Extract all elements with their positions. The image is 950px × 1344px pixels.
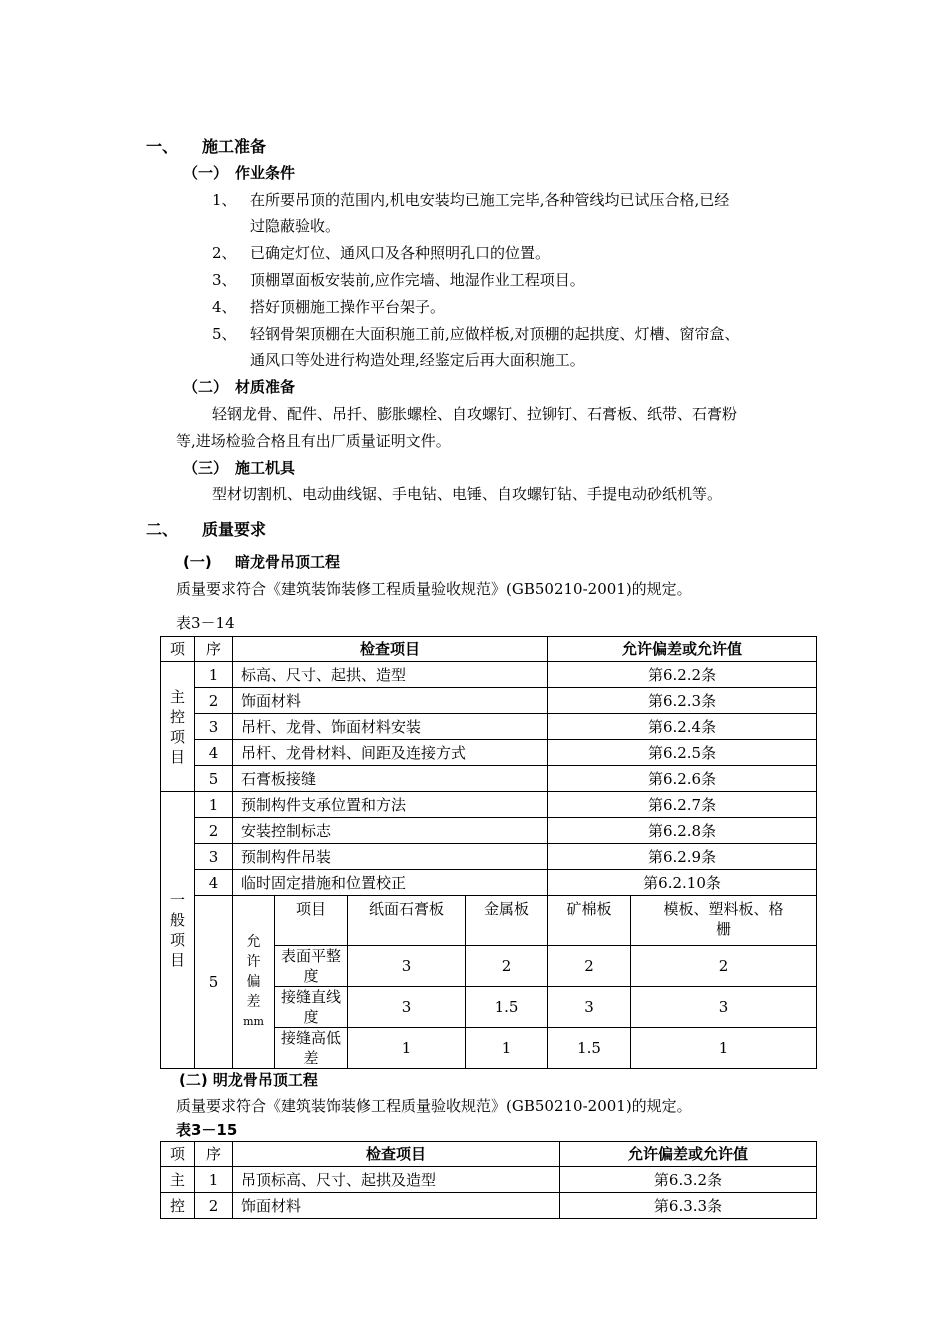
condition-text: 在所要吊顶的范围内,机电安装均已施工完毕,各种管线均已试压合格,已经 <box>250 191 730 209</box>
row-check-item: 吊顶标高、尺寸、起拱及造型 <box>233 1167 560 1193</box>
row-value: 第6.3.2条 <box>560 1167 817 1193</box>
section-1-number: 一、 <box>146 137 179 156</box>
group-char: 主 <box>161 1167 195 1193</box>
tolerance-value: 1 <box>631 1028 817 1069</box>
condition-text: 通风口等处进行构造处理,经鉴定后再大面积施工。 <box>250 351 585 369</box>
condition-num: 2、 <box>212 244 237 262</box>
condition-num: 1、 <box>212 191 237 209</box>
row-value: 第6.3.3条 <box>560 1193 817 1219</box>
tolerance-value: 1 <box>348 1028 466 1069</box>
row-check-item: 石膏板接缝 <box>233 766 548 792</box>
condition-text: 过隐蔽验收。 <box>250 217 341 235</box>
main-control-group-label: 主 控 项 目 <box>161 662 195 792</box>
row-value: 第6.2.2条 <box>548 662 817 688</box>
row-seq: 4 <box>195 870 233 896</box>
row-seq: 1 <box>195 1167 233 1193</box>
standard-reference: 质量要求符合《建筑装饰装修工程质量验收规范》(GB50210-2001)的规定。 <box>176 1097 692 1115</box>
subsection-1-2-title: 材质准备 <box>235 378 296 396</box>
row-seq: 5 <box>195 766 233 792</box>
subsection-1-1-title: 作业条件 <box>235 164 296 182</box>
tolerance-header-gypsum: 纸面石膏板 <box>348 896 466 946</box>
row-check-item: 饰面材料 <box>233 688 548 714</box>
row-check-item: 标高、尺寸、起拱、造型 <box>233 662 548 688</box>
tolerance-value: 2 <box>548 946 631 987</box>
section-2-title: 质量要求 <box>202 520 267 539</box>
row-check-item: 预制构件吊装 <box>233 844 548 870</box>
condition-text: 搭好顶棚施工操作平台架子。 <box>250 298 446 316</box>
section-1-title: 施工准备 <box>202 137 267 156</box>
tolerance-value: 3 <box>548 987 631 1028</box>
group-char: 控 <box>161 1193 195 1219</box>
row-seq: 3 <box>195 714 233 740</box>
condition-num: 3、 <box>212 271 237 289</box>
table-2-caption: 表3－15 <box>176 1121 238 1139</box>
table-3-15 <box>160 1141 817 1219</box>
row-check-item: 吊杆、龙骨、饰面材料安装 <box>233 714 548 740</box>
tolerance-value: 3 <box>348 987 466 1028</box>
subsection-1-3-number: （三） <box>183 459 229 477</box>
subsection-1-1-number: （一） <box>183 164 229 182</box>
table-3-14 <box>160 636 817 1069</box>
tolerance-header-plastic: 模板、塑料板、格 栅 <box>631 896 817 946</box>
row-check-item: 预制构件支承位置和方法 <box>233 792 548 818</box>
tolerance-row-name: 接缝直线度 <box>275 987 348 1028</box>
row-check-item: 安装控制标志 <box>233 818 548 844</box>
header-item: 项 <box>161 1142 195 1167</box>
row-seq: 1 <box>195 792 233 818</box>
row-value: 第6.2.9条 <box>548 844 817 870</box>
tolerance-label: 允 许 偏 差 mm <box>233 896 275 1069</box>
tolerance-header-mineral: 矿棉板 <box>548 896 631 946</box>
header-seq: 序 <box>195 637 233 662</box>
tolerance-row-name: 表面平整度 <box>275 946 348 987</box>
tolerance-value: 1.5 <box>466 987 548 1028</box>
row-seq: 2 <box>195 688 233 714</box>
row-value: 第6.2.10条 <box>548 870 817 896</box>
row-check-item: 临时固定措施和位置校正 <box>233 870 548 896</box>
row-seq: 2 <box>195 1193 233 1219</box>
row-seq: 1 <box>195 662 233 688</box>
general-group-label: 一 般 项 目 <box>161 792 195 1069</box>
row-value: 第6.2.7条 <box>548 792 817 818</box>
tolerance-value: 2 <box>631 946 817 987</box>
tolerance-value: 3 <box>631 987 817 1028</box>
header-allowance: 允许偏差或允许值 <box>560 1142 817 1167</box>
standard-reference: 质量要求符合《建筑装饰装修工程质量验收规范》(GB50210-2001)的规定。 <box>176 580 692 598</box>
row-value: 第6.2.3条 <box>548 688 817 714</box>
tolerance-value: 3 <box>348 946 466 987</box>
subsection-2-2-title: (二) 明龙骨吊顶工程 <box>179 1071 318 1089</box>
table-1-caption: 表3－14 <box>176 614 235 632</box>
row-value: 第6.2.8条 <box>548 818 817 844</box>
row-seq: 3 <box>195 844 233 870</box>
header-allowance: 允许偏差或允许值 <box>548 637 817 662</box>
row-value: 第6.2.5条 <box>548 740 817 766</box>
header-check-item: 检查项目 <box>233 637 548 662</box>
materials-text: 等,进场检验合格且有出厂质量证明文件。 <box>176 432 451 450</box>
tolerance-header-item: 项目 <box>275 896 348 946</box>
row-check-item: 饰面材料 <box>233 1193 560 1219</box>
section-2-number: 二、 <box>146 520 179 539</box>
header-check-item: 检查项目 <box>233 1142 560 1167</box>
row-value: 第6.2.6条 <box>548 766 817 792</box>
condition-text: 顶棚罩面板安装前,应作完墙、地湿作业工程项目。 <box>250 271 585 289</box>
row-seq: 4 <box>195 740 233 766</box>
materials-text: 轻钢龙骨、配件、吊扦、膨胀螺栓、自攻螺钉、拉铆钉、石膏板、纸带、石膏粉 <box>212 405 738 423</box>
row-value: 第6.2.4条 <box>548 714 817 740</box>
tolerance-value: 1.5 <box>548 1028 631 1069</box>
subsection-2-1-title: 暗龙骨吊顶工程 <box>235 553 341 571</box>
tools-text: 型材切割机、电动曲线锯、手电钻、电锤、自攻螺钉钻、手提电动砂纸机等。 <box>212 485 723 503</box>
condition-text: 已确定灯位、通风口及各种照明孔口的位置。 <box>250 244 551 262</box>
condition-num: 5、 <box>212 325 237 343</box>
condition-text: 轻钢骨架顶棚在大面积施工前,应做样板,对顶棚的起拱度、灯槽、窗帘盒、 <box>250 325 740 343</box>
tolerance-value: 2 <box>466 946 548 987</box>
subsection-2-1-number: (一) <box>183 553 212 571</box>
tolerance-seq: 5 <box>195 896 233 1069</box>
subsection-1-3-title: 施工机具 <box>235 459 296 477</box>
tolerance-header-metal: 金属板 <box>466 896 548 946</box>
subsection-1-2-number: （二） <box>183 378 229 396</box>
header-item: 项 <box>161 637 195 662</box>
row-seq: 2 <box>195 818 233 844</box>
tolerance-row-name: 接缝高低差 <box>275 1028 348 1069</box>
header-seq: 序 <box>195 1142 233 1167</box>
row-check-item: 吊杆、龙骨材料、间距及连接方式 <box>233 740 548 766</box>
tolerance-value: 1 <box>466 1028 548 1069</box>
condition-num: 4、 <box>212 298 237 316</box>
